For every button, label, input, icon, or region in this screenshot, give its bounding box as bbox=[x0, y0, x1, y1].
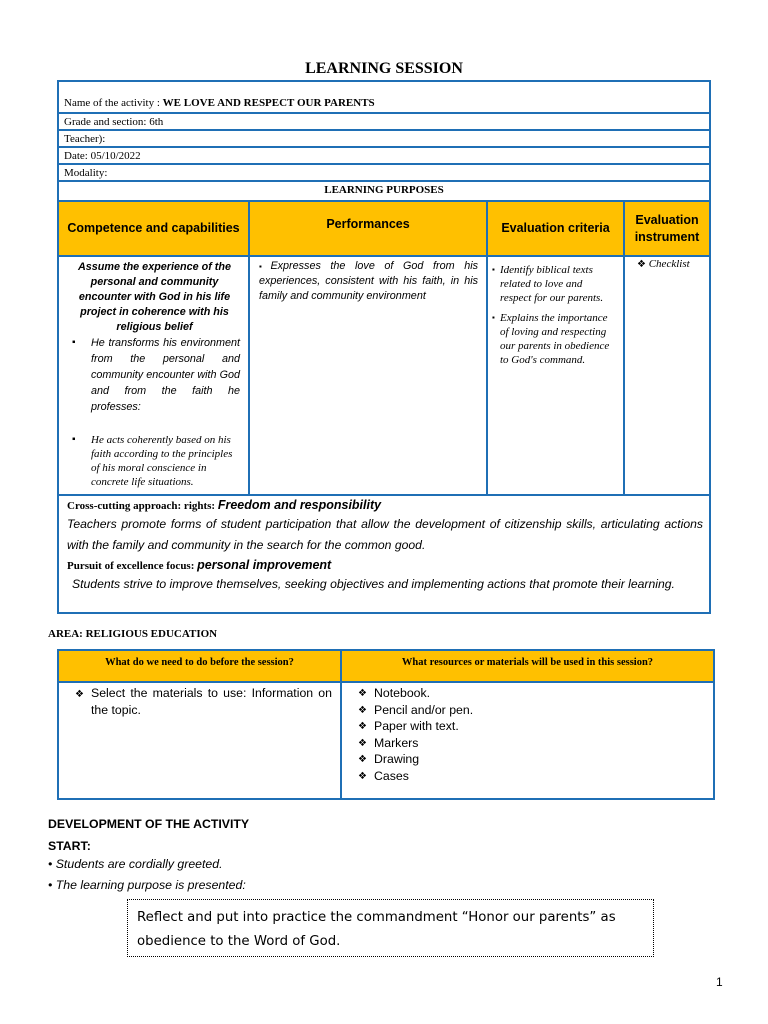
competence-main: Assume the experience of the personal and community encounter with God in his life project in coherence with his religious belief bbox=[77, 261, 231, 333]
prep-answer-1: ❖ Select the materials to use: Information on the topic. bbox=[73, 685, 332, 719]
start-item-2-text: The learning purpose is presented: bbox=[55, 878, 246, 892]
start-item-2: • The learning purpose is presented: bbox=[48, 878, 246, 892]
teacher-row: Teacher): bbox=[57, 129, 711, 148]
page-number: 1 bbox=[716, 975, 723, 989]
grade-row: Grade and section: 6th bbox=[57, 112, 711, 131]
instrument-cell bbox=[623, 255, 711, 496]
learning-purpose-box: Reflect and put into practice the commandment “Honor our parents” as obedience to the Word of God. bbox=[127, 899, 654, 957]
performance-bullet bbox=[259, 260, 270, 272]
crosscutting-cell bbox=[57, 494, 711, 614]
criteria-text-1: Identify biblical texts related to love and respect for our parents. bbox=[500, 264, 604, 304]
crosscutting-text: Teachers promote forms of student participation that allow the development of citizenship skills, articulating actions with the family and community in the search for the common good. bbox=[67, 517, 703, 552]
document-title: LEARNING SESSION bbox=[305, 60, 463, 77]
prep-answer-cell bbox=[57, 681, 342, 800]
resources-cell bbox=[340, 681, 715, 800]
excellence-value: personal improvement bbox=[197, 558, 332, 572]
resources-list bbox=[356, 685, 705, 784]
resource-item: ❖ Pencil and/or pen. bbox=[356, 702, 705, 719]
prep-question-2: What resources or materials will be used in this session? bbox=[340, 649, 715, 683]
resource-item: ❖ Drawing bbox=[356, 751, 705, 768]
performance-text: Expresses the love of God from his experiences, consistent with his faith, in his family and community environment bbox=[259, 260, 478, 302]
activity-row bbox=[57, 80, 711, 114]
activity-label: Name of the activity : bbox=[64, 97, 160, 109]
resource-item: ❖ Markers bbox=[356, 735, 705, 752]
diamond-bullet-icon: ❖ bbox=[637, 259, 646, 270]
criteria-item-1: ▪ Identify biblical texts related to love and respect for our parents. bbox=[492, 264, 604, 304]
prep-question-1: What do we need to do before the session? bbox=[57, 649, 342, 683]
resource-item: ❖ Cases bbox=[356, 768, 705, 785]
competence-cell bbox=[57, 255, 250, 496]
excellence-label: Pursuit of excellence focus: bbox=[67, 560, 195, 572]
start-item-1: • Students are cordially greeted. bbox=[48, 857, 223, 871]
modality-row: Modality: bbox=[57, 163, 711, 182]
competence-bullet-2: ▪ He acts coherently based on his faith according to the principles of his moral conscience in concrete life situations. bbox=[69, 433, 240, 489]
resource-item: ❖ Paper with text. bbox=[356, 718, 705, 735]
instrument-header: Evaluation instrument bbox=[623, 200, 711, 257]
learning-purposes-heading: LEARNING PURPOSES bbox=[57, 180, 711, 202]
criteria-item-2: ▪ Explains the importance of loving and respecting our parents in obedience to God's command. bbox=[492, 312, 610, 366]
competence-bullet-1: ▪ He transforms his environment from the personal and community encounter with God and from the faith he professes: bbox=[69, 335, 240, 415]
resource-item: ❖ Notebook. bbox=[356, 685, 705, 702]
performances-header: Performances bbox=[248, 200, 488, 257]
start-item-1-text: Students are cordially greeted. bbox=[55, 857, 223, 871]
start-heading: START: bbox=[48, 839, 91, 853]
criteria-cell bbox=[486, 255, 625, 496]
excellence-text: Students strive to improve themselves, seeking objectives and implementing actions that promote their learning. bbox=[72, 577, 675, 591]
criteria-text-2: Explains the importance of loving and respecting our parents in obedience to God's command. bbox=[500, 312, 610, 366]
crosscutting-label: Cross-cutting approach: rights: bbox=[67, 500, 216, 512]
competence-header: Competence and capabilities bbox=[57, 200, 250, 257]
activity-value: WE LOVE AND RESPECT OUR PARENTS bbox=[162, 97, 375, 109]
date-row: Date: 05/10/2022 bbox=[57, 146, 711, 165]
crosscutting-value: Freedom and responsibility bbox=[217, 498, 382, 512]
area-heading: AREA: RELIGIOUS EDUCATION bbox=[48, 628, 218, 640]
criteria-header: Evaluation criteria bbox=[486, 200, 625, 257]
instrument-text: Checklist bbox=[648, 258, 690, 270]
development-heading: DEVELOPMENT OF THE ACTIVITY bbox=[48, 817, 250, 831]
performance-cell bbox=[248, 255, 488, 496]
